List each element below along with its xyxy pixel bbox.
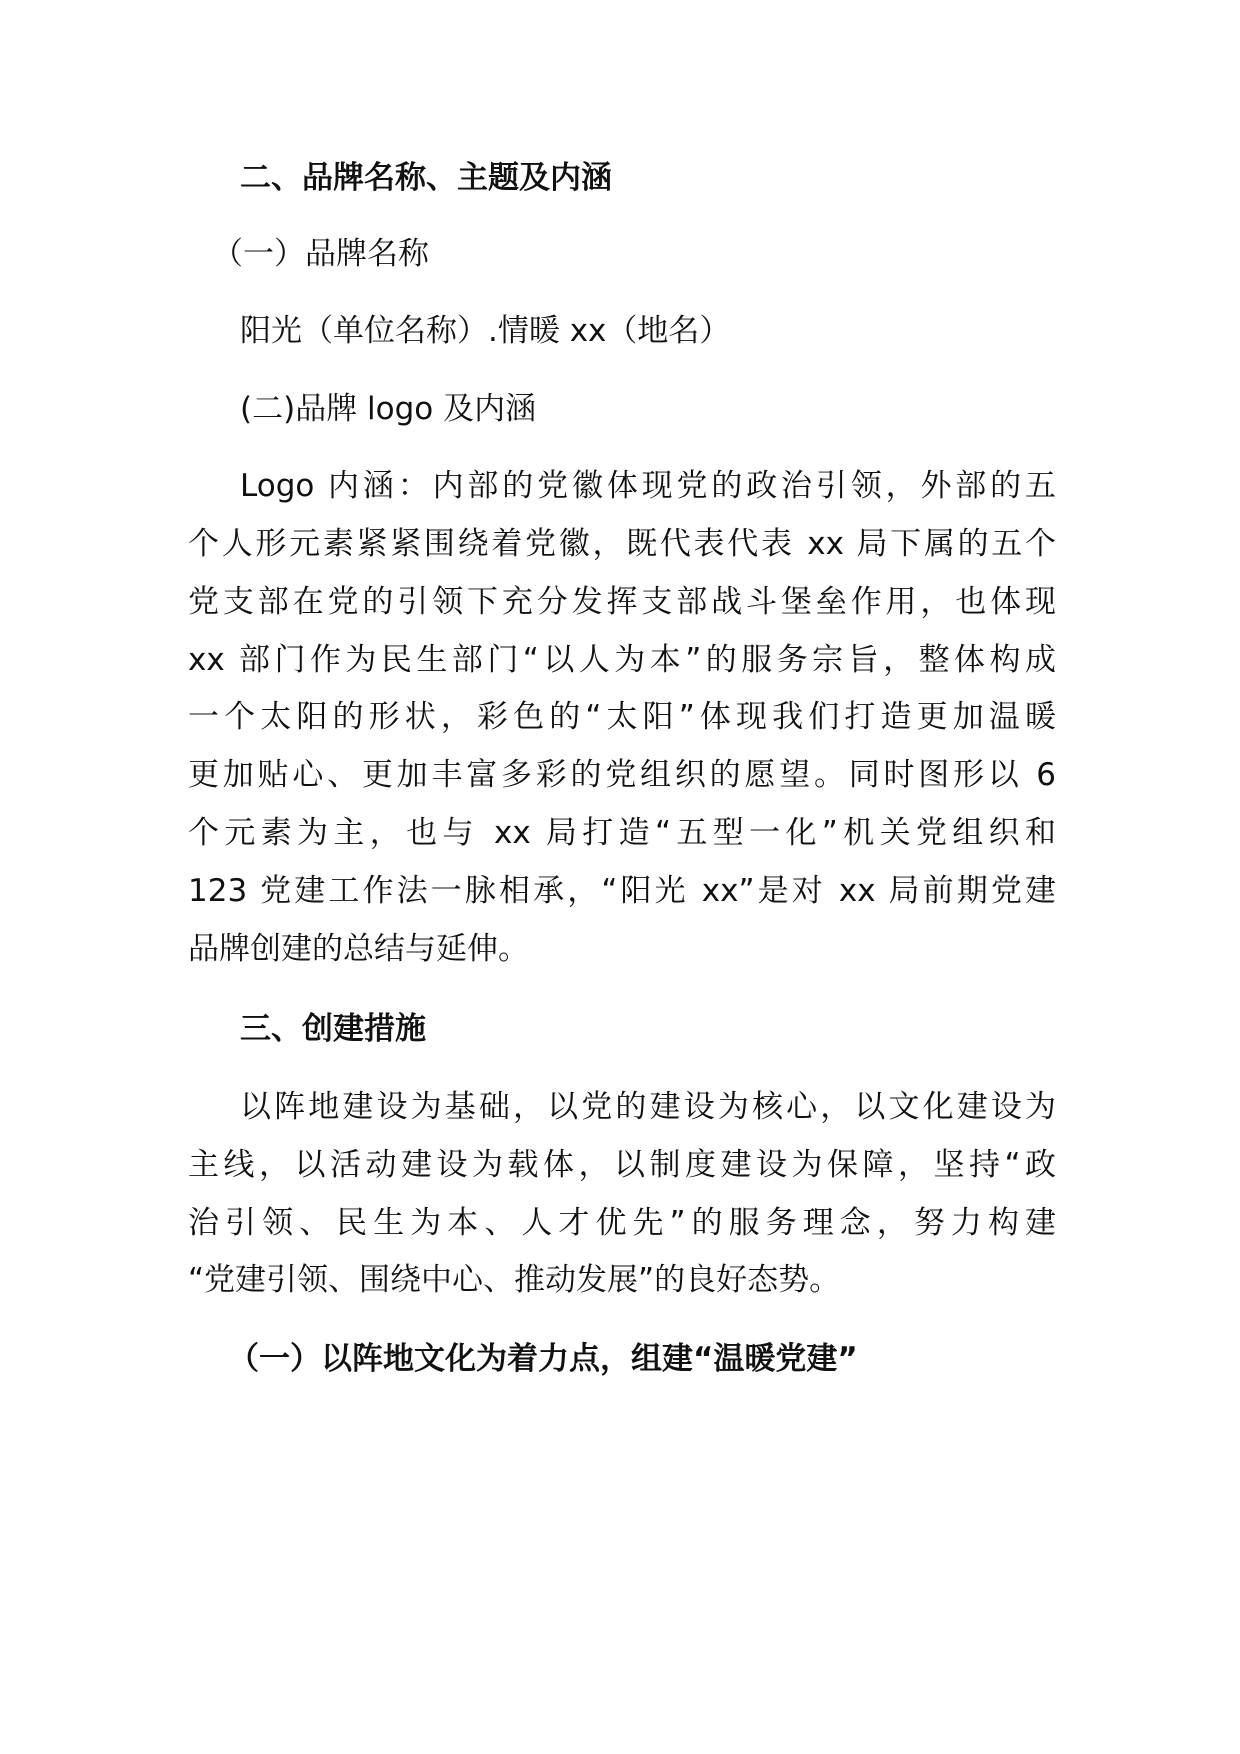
logo-paragraph-line: xx 部门作为民生部门“以人为本”的服务宗旨，整体构成 — [188, 642, 1056, 678]
logo-paragraph-line: 个人形元素紧紧围绕着党徽，既代表代表 xx 局下属的五个 — [188, 526, 1056, 562]
section-3-paragraph-line: 治引领、民生为本、人才优先”的服务理念，努力构建 — [188, 1205, 1056, 1241]
section-3-sub1-heading: （一）以阵地文化为着力点，组建“温暖党建” — [228, 1341, 858, 1377]
logo-paragraph-line: 品牌创建的总结与延伸。 — [188, 931, 529, 967]
section-3-paragraph-line: “党建引领、围绕中心、推动发展”的良好态势。 — [188, 1262, 841, 1298]
brand-name-text: 阳光（单位名称）.情暖 xx（地名） — [240, 313, 731, 349]
logo-paragraph-line: Logo 内涵：内部的党徽体现党的政治引领，外部的五 — [240, 468, 1056, 504]
section-2-sub1-heading: （一）品牌名称 — [212, 236, 429, 272]
section-3-heading: 三、创建措施 — [240, 1011, 426, 1047]
section-2-heading: 二、品牌名称、主题及内涵 — [240, 160, 612, 196]
logo-paragraph-line: 更加贴心、更加丰富多彩的党组织的愿望。同时图形以 6 — [188, 757, 1056, 793]
logo-paragraph-line: 个元素为主，也与 xx 局打造“五型一化”机关党组织和 — [188, 815, 1056, 851]
logo-paragraph-line: 党支部在党的引领下充分发挥支部战斗堡垒作用，也体现 — [188, 584, 1056, 620]
section-2-sub2-heading: (二)品牌 logo 及内涵 — [240, 391, 537, 427]
logo-paragraph-line: 一个太阳的形状，彩色的“太阳”体现我们打造更加温暖 — [188, 699, 1056, 735]
section-3-paragraph-line: 以阵地建设为基础，以党的建设为核心，以文化建设为 — [240, 1089, 1056, 1125]
logo-paragraph-line: 123 党建工作法一脉相承，“阳光 xx”是对 xx 局前期党建 — [188, 873, 1056, 909]
section-3-paragraph-line: 主线，以活动建设为载体，以制度建设为保障，坚持“政 — [188, 1147, 1056, 1183]
